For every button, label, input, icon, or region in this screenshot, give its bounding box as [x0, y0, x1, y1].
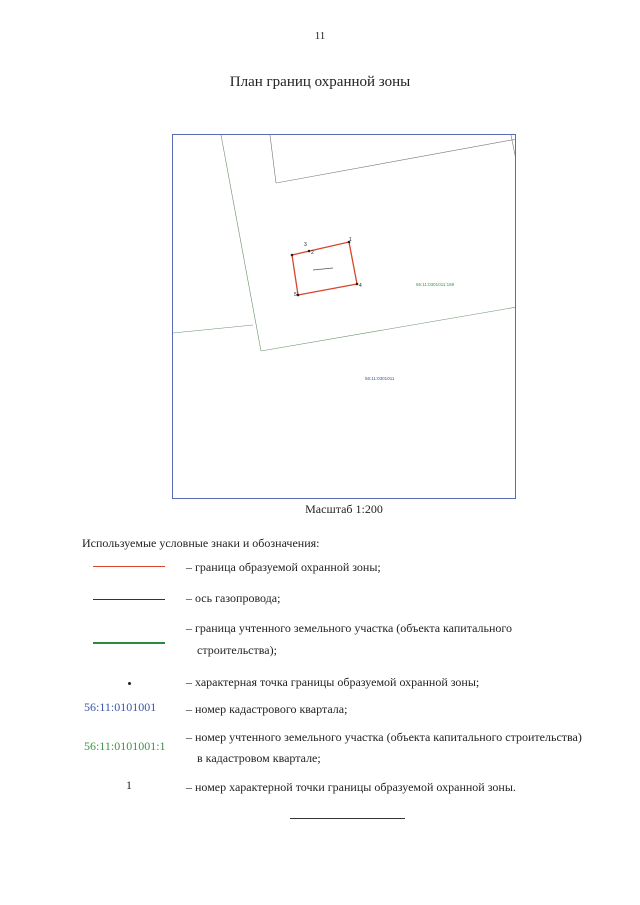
map-drawing: [173, 135, 516, 499]
legend-text-point: – характерная точка границы образуемой охранной зоны;: [186, 675, 480, 689]
legend-symbol-pipeline-axis: [93, 599, 165, 600]
legend-text-parcel-number-cont: в кадастровом квартале;: [197, 751, 321, 765]
building-boundary-line: [276, 139, 516, 183]
legend-text-point-number: – номер характерной точки границы образуемой охранной зоны.: [186, 780, 516, 794]
legend-symbol-zone-boundary: [93, 566, 165, 567]
boundary-plan-map: [172, 134, 516, 499]
point-number-1: 1: [349, 237, 352, 243]
legend-text-quarter-number: – номер кадастрового квартала;: [186, 702, 348, 716]
characteristic-point: [356, 283, 359, 286]
parcel-boundary-line: [173, 325, 253, 333]
legend-text-zone-boundary: – граница образуемой охранной зоны;: [186, 560, 381, 574]
point-number-3: 3: [304, 242, 307, 248]
parcel-boundary-line: [261, 307, 516, 351]
plan-title: План границ охранной зоны: [229, 74, 411, 90]
page-number: 11: [314, 30, 326, 42]
legend-text-parcel-boundary-cont: строительства);: [197, 643, 277, 657]
characteristic-point: [308, 250, 311, 253]
legend-text-parcel-number: – номер учтенного земельного участка (объекта капитального строительства): [186, 730, 582, 744]
legend-text-pipeline-axis: – ось газопровода;: [186, 591, 281, 605]
gas-pipeline-axis: [313, 268, 333, 270]
legend-symbol-parcel-number: 56:11:0101001:1: [84, 739, 166, 753]
parcel-number-label: 56:11:0301011:169: [416, 282, 455, 287]
building-boundary-line: [270, 135, 276, 183]
legend-symbol-point-number: 1: [126, 778, 132, 792]
characteristic-point: [297, 294, 300, 297]
characteristic-point: [291, 254, 294, 257]
legend-text-parcel-boundary: – граница учтенного земельного участка (объекта капитального: [186, 621, 513, 635]
point-number-2: 2: [311, 250, 314, 256]
closing-rule: [290, 818, 405, 819]
point-number-4: 4: [359, 283, 362, 289]
legend-symbol-point: [128, 682, 131, 685]
legend-heading: Используемые условные знаки и обозначения:: [82, 536, 320, 550]
cadastral-quarter-label: 56:11:0301011: [365, 376, 395, 381]
map-scale: Масштаб 1:200: [305, 502, 383, 516]
legend-symbol-quarter-number: 56:11:0101001: [84, 700, 157, 714]
parcel-boundary-line: [221, 135, 261, 351]
legend-symbol-parcel-boundary: [93, 642, 165, 644]
point-number-5: 5: [294, 292, 297, 298]
